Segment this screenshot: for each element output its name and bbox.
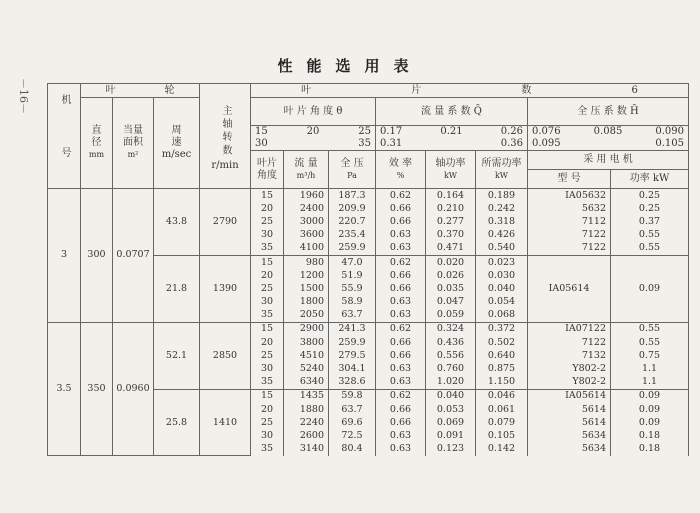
header-blade-angle: 叶 片 角 度 θ: [251, 98, 376, 126]
cell-required-power: 0.030: [476, 269, 528, 282]
cell-flow: 3140: [284, 443, 329, 456]
cell-flow: 1800: [284, 296, 329, 309]
cell-tip-speed: 25.8: [154, 389, 200, 455]
cell-efficiency: 0.66: [376, 215, 426, 228]
cell-motor-power: 0.09: [611, 416, 689, 429]
cell-angle: 35: [251, 242, 284, 256]
cell-flow: 2050: [284, 309, 329, 323]
cell-efficiency: 0.63: [376, 443, 426, 456]
cell-flow: 3600: [284, 229, 329, 242]
cell-motor-model: 7122: [528, 229, 611, 242]
cell-pressure: 241.3: [329, 322, 376, 336]
page-title: 性能选用表: [277, 57, 423, 75]
cell-required-power: 0.054: [476, 296, 528, 309]
cell-efficiency: 0.63: [376, 362, 426, 375]
cell-motor-power: 0.25: [611, 202, 689, 215]
cell-efficiency: 0.66: [376, 282, 426, 295]
cell-flow: 2900: [284, 322, 329, 336]
cell-motor-power: 0.25: [611, 189, 689, 203]
cell-machine-no: 3: [48, 189, 81, 323]
cell-pressure: 69.6: [329, 416, 376, 429]
cell-motor-model: 7122: [528, 242, 611, 256]
header-machine-no: 机 号: [48, 84, 81, 189]
cell-efficiency: 0.62: [376, 255, 426, 269]
cell-required-power: 0.189: [476, 189, 528, 203]
col-motor-model: 型 号: [528, 170, 611, 189]
cell-motor-model: 7132: [528, 349, 611, 362]
cell-rpm: 1410: [200, 389, 251, 455]
cell-machine-no: 3.5: [48, 322, 81, 455]
cell-shaft-power: 0.091: [426, 429, 476, 442]
cell-required-power: 0.105: [476, 429, 528, 442]
col-angle: 叶片 角度: [251, 151, 284, 189]
cell-motor-model: IA05614: [528, 255, 611, 322]
cell-motor-model: 5632: [528, 202, 611, 215]
cell-efficiency: 0.63: [376, 309, 426, 323]
cell-required-power: 0.242: [476, 202, 528, 215]
cell-motor-model: 7122: [528, 336, 611, 349]
cell-motor-power: 1.1: [611, 362, 689, 375]
cell-motor-model: 5634: [528, 443, 611, 456]
cell-efficiency: 0.66: [376, 416, 426, 429]
cell-required-power: 0.046: [476, 389, 528, 403]
cell-pressure: 47.0: [329, 255, 376, 269]
cell-motor-model: 5614: [528, 416, 611, 429]
cell-pressure: 58.9: [329, 296, 376, 309]
cell-motor-model: IA05632: [528, 189, 611, 203]
cell-required-power: 0.318: [476, 215, 528, 228]
cell-flow: 1960: [284, 189, 329, 203]
cell-shaft-power: 0.040: [426, 389, 476, 403]
cell-motor-model: IA07122: [528, 322, 611, 336]
col-shaft-power: 轴功率 kW: [426, 151, 476, 189]
cell-pressure: 259.9: [329, 242, 376, 256]
cell-angle: 20: [251, 336, 284, 349]
cell-pressure: 209.9: [329, 202, 376, 215]
cell-efficiency: 0.66: [376, 202, 426, 215]
cell-angle: 20: [251, 403, 284, 416]
cell-motor-power: 0.55: [611, 322, 689, 336]
cell-shaft-power: 0.436: [426, 336, 476, 349]
cell-angle: 15: [251, 189, 284, 203]
cell-flow: 3800: [284, 336, 329, 349]
cell-shaft-power: 0.053: [426, 403, 476, 416]
cell-pressure: 55.9: [329, 282, 376, 295]
cell-required-power: 0.079: [476, 416, 528, 429]
cell-flow: 1200: [284, 269, 329, 282]
cell-angle: 35: [251, 376, 284, 390]
cell-required-power: 0.372: [476, 322, 528, 336]
cell-shaft-power: 0.035: [426, 282, 476, 295]
cell-flow: 1880: [284, 403, 329, 416]
cell-pressure: 259.9: [329, 336, 376, 349]
cell-angle: 15: [251, 389, 284, 403]
cell-shaft-power: 0.370: [426, 229, 476, 242]
cell-tip-speed: 52.1: [154, 322, 200, 389]
cell-required-power: 0.068: [476, 309, 528, 323]
cell-required-power: 0.540: [476, 242, 528, 256]
cell-pressure: 63.7: [329, 403, 376, 416]
header-pressure-coef: 全 压 系 数 H̄: [528, 98, 689, 126]
cell-angle: 20: [251, 269, 284, 282]
cell-flow: 980: [284, 255, 329, 269]
cell-pressure: 304.1: [329, 362, 376, 375]
cell-motor-power: 0.75: [611, 349, 689, 362]
cell-angle: 25: [251, 282, 284, 295]
cell-motor-power: 0.55: [611, 336, 689, 349]
cell-angle: 30: [251, 429, 284, 442]
cell-motor-model: Y802-2: [528, 376, 611, 390]
cell-angle: 30: [251, 362, 284, 375]
cell-efficiency: 0.66: [376, 336, 426, 349]
cell-efficiency: 0.63: [376, 229, 426, 242]
cell-motor-power: 0.55: [611, 242, 689, 256]
cell-shaft-power: 0.471: [426, 242, 476, 256]
cell-angle: 30: [251, 229, 284, 242]
cell-efficiency: 0.63: [376, 296, 426, 309]
cell-angle: 25: [251, 349, 284, 362]
header-flow-coef: 流 量 系 数 Q̄: [376, 98, 528, 126]
col-eff: 效 率 %: [376, 151, 426, 189]
h-values: 0.076 0.085 0.090 0.095 0.105: [528, 126, 689, 151]
col-motor: 采 用 电 机: [528, 151, 689, 170]
cell-efficiency: 0.66: [376, 349, 426, 362]
cell-angle: 25: [251, 215, 284, 228]
angle-values: 15 20 25 30 35: [251, 126, 376, 151]
cell-shaft-power: 0.760: [426, 362, 476, 375]
cell-pressure: 51.9: [329, 269, 376, 282]
cell-pressure: 279.5: [329, 349, 376, 362]
col-motor-power: 功率 kW: [611, 170, 689, 189]
cell-pressure: 59.8: [329, 389, 376, 403]
cell-shaft-power: 1.020: [426, 376, 476, 390]
cell-shaft-power: 0.164: [426, 189, 476, 203]
cell-required-power: 0.061: [476, 403, 528, 416]
cell-diameter: 300: [81, 189, 113, 323]
cell-pressure: 328.6: [329, 376, 376, 390]
header-diameter: 直 径 mm: [81, 98, 113, 189]
cell-motor-power: 0.18: [611, 429, 689, 442]
cell-pressure: 63.7: [329, 309, 376, 323]
cell-motor-power: 0.09: [611, 255, 689, 322]
table-row: [48, 189, 689, 203]
cell-motor-power: 0.09: [611, 389, 689, 403]
cell-motor-power: 1.1: [611, 376, 689, 390]
cell-angle: 35: [251, 309, 284, 323]
cell-shaft-power: 0.324: [426, 322, 476, 336]
cell-pressure: 80.4: [329, 443, 376, 456]
cell-flow: 3000: [284, 215, 329, 228]
q-values: 0.17 0.21 0.26 0.31 0.36: [376, 126, 528, 151]
cell-efficiency: 0.63: [376, 242, 426, 256]
cell-flow: 4510: [284, 349, 329, 362]
performance-table: [47, 83, 689, 456]
cell-angle: 15: [251, 255, 284, 269]
cell-efficiency: 0.62: [376, 389, 426, 403]
header-tip-speed: 周 速 m/sec: [154, 98, 200, 189]
cell-required-power: 0.502: [476, 336, 528, 349]
cell-efficiency: 0.66: [376, 403, 426, 416]
cell-shaft-power: 0.020: [426, 255, 476, 269]
cell-angle: 30: [251, 296, 284, 309]
cell-shaft-power: 0.069: [426, 416, 476, 429]
cell-shaft-power: 0.059: [426, 309, 476, 323]
col-pressure: 全 压 Pa: [329, 151, 376, 189]
cell-area: 0.0960: [113, 322, 154, 455]
cell-angle: 15: [251, 322, 284, 336]
col-req-power: 所需功率 kW: [476, 151, 528, 189]
cell-tip-speed: 43.8: [154, 189, 200, 256]
header-shaft-speed: 主 轴 转 数 r/min: [200, 84, 251, 189]
page-number: －16－: [17, 78, 30, 114]
cell-angle: 20: [251, 202, 284, 215]
cell-diameter: 350: [81, 322, 113, 455]
cell-rpm: 2790: [200, 189, 251, 256]
cell-tip-speed: 21.8: [154, 255, 200, 322]
cell-motor-power: 0.18: [611, 443, 689, 456]
cell-area: 0.0707: [113, 189, 154, 323]
cell-required-power: 0.426: [476, 229, 528, 242]
cell-efficiency: 0.63: [376, 376, 426, 390]
col-flow: 流 量 m³/h: [284, 151, 329, 189]
cell-shaft-power: 0.026: [426, 269, 476, 282]
header-area: 当量 面积 m²: [113, 98, 154, 189]
cell-shaft-power: 0.210: [426, 202, 476, 215]
cell-motor-model: IA05614: [528, 389, 611, 403]
cell-efficiency: 0.66: [376, 269, 426, 282]
cell-flow: 2400: [284, 202, 329, 215]
cell-required-power: 0.040: [476, 282, 528, 295]
cell-motor-model: 5614: [528, 403, 611, 416]
cell-required-power: 0.142: [476, 443, 528, 456]
cell-efficiency: 0.62: [376, 322, 426, 336]
cell-flow: 5240: [284, 362, 329, 375]
header-blade-count: 叶 片 数 6: [251, 84, 689, 98]
cell-efficiency: 0.62: [376, 189, 426, 203]
cell-rpm: 1390: [200, 255, 251, 322]
cell-shaft-power: 0.277: [426, 215, 476, 228]
cell-angle: 25: [251, 416, 284, 429]
header-impeller: 叶 轮: [81, 84, 200, 98]
cell-efficiency: 0.63: [376, 429, 426, 442]
cell-flow: 1435: [284, 389, 329, 403]
cell-motor-model: 7112: [528, 215, 611, 228]
cell-pressure: 235.4: [329, 229, 376, 242]
cell-motor-power: 0.09: [611, 403, 689, 416]
cell-pressure: 72.5: [329, 429, 376, 442]
cell-shaft-power: 0.123: [426, 443, 476, 456]
cell-motor-power: 0.55: [611, 229, 689, 242]
cell-flow: 1500: [284, 282, 329, 295]
cell-required-power: 1.150: [476, 376, 528, 390]
cell-shaft-power: 0.047: [426, 296, 476, 309]
cell-motor-model: 5634: [528, 429, 611, 442]
cell-motor-power: 0.37: [611, 215, 689, 228]
cell-angle: 35: [251, 443, 284, 456]
table-row: [48, 322, 689, 336]
cell-rpm: 2850: [200, 322, 251, 389]
cell-flow: 4100: [284, 242, 329, 256]
cell-pressure: 220.7: [329, 215, 376, 228]
cell-flow: 6340: [284, 376, 329, 390]
cell-shaft-power: 0.556: [426, 349, 476, 362]
cell-flow: 2240: [284, 416, 329, 429]
cell-flow: 2600: [284, 429, 329, 442]
cell-required-power: 0.875: [476, 362, 528, 375]
cell-motor-model: Y802-2: [528, 362, 611, 375]
cell-required-power: 0.023: [476, 255, 528, 269]
cell-required-power: 0.640: [476, 349, 528, 362]
cell-pressure: 187.3: [329, 189, 376, 203]
